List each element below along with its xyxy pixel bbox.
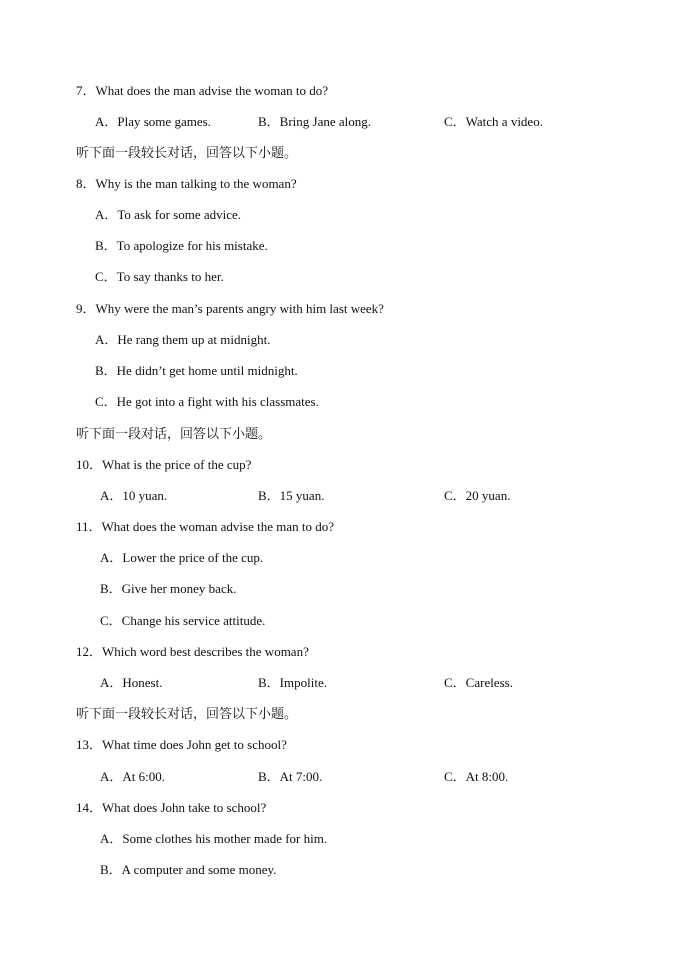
- question-9-option-c[interactable]: C．He got into a fight with his classmates.: [95, 394, 319, 409]
- question-9-stem: 9．Why were the man’s parents angry with him last week?: [76, 301, 384, 316]
- question-8-stem: 8．Why is the man talking to the woman?: [76, 176, 297, 191]
- question-7-option-a[interactable]: A．Play some games.: [95, 114, 211, 129]
- question-10-option-c[interactable]: C．20 yuan.: [444, 488, 511, 503]
- question-14-option-b[interactable]: B．A computer and some money.: [100, 862, 277, 877]
- question-10-stem: 10．What is the price of the cup?: [76, 457, 252, 472]
- section-instruction: 听下面一段较长对话，回答以下小题。: [76, 145, 298, 160]
- question-12-option-b[interactable]: B．Impolite.: [258, 675, 327, 690]
- question-12-stem: 12．Which word best describes the woman?: [76, 644, 309, 659]
- question-11-option-c[interactable]: C．Change his service attitude.: [100, 613, 266, 628]
- question-11-option-a[interactable]: A．Lower the price of the cup.: [100, 550, 264, 565]
- question-13-option-c[interactable]: C．At 8:00.: [444, 769, 509, 784]
- question-7-option-b[interactable]: B．Bring Jane along.: [258, 114, 372, 129]
- question-13-option-b[interactable]: B．At 7:00.: [258, 769, 323, 784]
- question-9-option-b[interactable]: B．He didn’t get home until midnight.: [95, 363, 298, 378]
- section-instruction: 听下面一段对话，回答以下小题。: [76, 426, 272, 441]
- question-10-option-b[interactable]: B．15 yuan.: [258, 488, 325, 503]
- question-10-option-a[interactable]: A．10 yuan.: [100, 488, 168, 503]
- question-8-option-c[interactable]: C．To say thanks to her.: [95, 269, 224, 284]
- question-8-option-b[interactable]: B．To apologize for his mistake.: [95, 238, 268, 253]
- question-12-option-a[interactable]: A．Honest.: [100, 675, 163, 690]
- question-8-option-a[interactable]: A．To ask for some advice.: [95, 207, 242, 222]
- question-14-option-a[interactable]: A．Some clothes his mother made for him.: [100, 831, 328, 846]
- question-11-stem: 11．What does the woman advise the man to do?: [76, 519, 335, 534]
- section-instruction: 听下面一段较长对话，回答以下小题。: [76, 706, 298, 721]
- question-7-stem: 7．What does the man advise the woman to do?: [76, 83, 328, 98]
- question-9-option-a[interactable]: A．He rang them up at midnight.: [95, 332, 271, 347]
- question-13-option-a[interactable]: A．At 6:00.: [100, 769, 166, 784]
- question-11-option-b[interactable]: B．Give her money back.: [100, 581, 237, 596]
- question-13-stem: 13．What time does John get to school?: [76, 737, 287, 752]
- question-7-option-c[interactable]: C．Watch a video.: [444, 114, 543, 129]
- question-14-stem: 14．What does John take to school?: [76, 800, 267, 815]
- question-12-option-c[interactable]: C．Careless.: [444, 675, 513, 690]
